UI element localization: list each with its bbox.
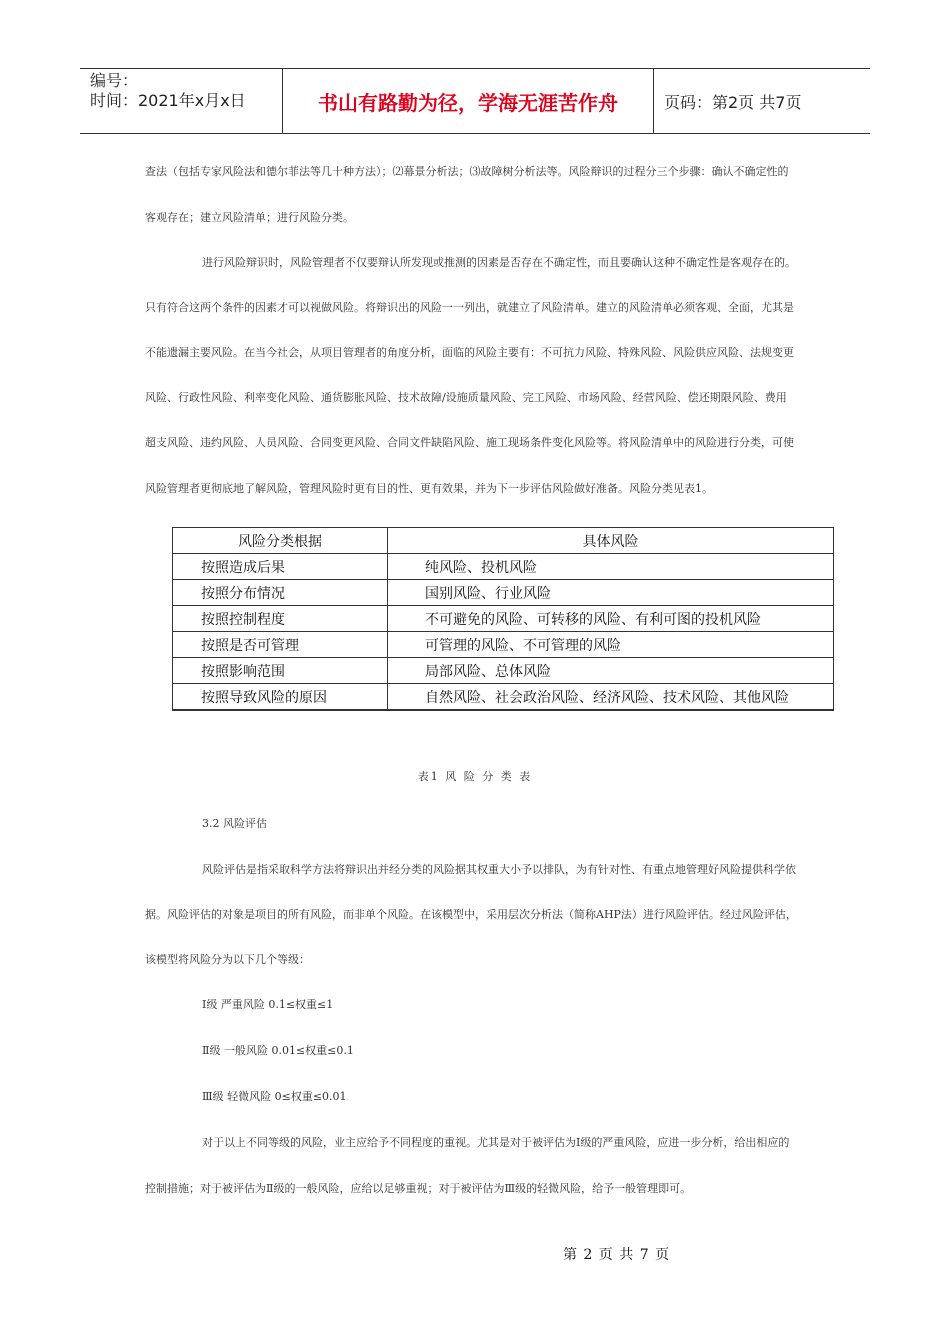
risk-classification-table	[172, 527, 834, 711]
table-cell-risk: 纯风险、投机风险	[388, 554, 834, 580]
table-cell-risk: 不可避免的风险、可转移的风险、有利可图的投机风险	[388, 606, 834, 632]
table-cell-basis: 按照导致风险的原因	[173, 684, 388, 711]
body-text-line: 风险评估是指采取科学方法将辩识出并经分类的风险据其权重大小予以排队，为有针对性、有重点地管理好风险提供科学依	[202, 863, 796, 876]
body-text-line: 该模型将风险分为以下几个等级：	[145, 953, 310, 966]
header-meta	[80, 69, 282, 133]
risk-level-2: Ⅱ级 一般风险 0.01≤权重≤0.1	[202, 1044, 354, 1057]
body-text-line: 对于以上不同等级的风险，业主应给予不同程度的重视。尤其是对于被评估为Ⅰ级的严重风险，应进一步分析，给出相应的	[202, 1136, 790, 1149]
table-caption: 表1 风 险 分 类 表	[417, 770, 533, 783]
body-text-line: 超支风险、违约风险、人员风险、合同变更风险、合同文件缺陷风险、施工现场条件变化风险等。将风险清单中的风险进行分类，可使	[145, 436, 794, 449]
table-row	[173, 554, 834, 580]
body-text-line: 据。风险评估的对象是项目的所有风险，而非单个风险。在该模型中，采用层次分析法（简称AHP法）进行风险评估。经过风险评估，	[145, 908, 797, 921]
section-heading: 3.2 风险评估	[202, 817, 267, 830]
body-text-line: 查法（包括专家风险法和德尔菲法等几十种方法）；⑵幕景分析法；⑶故障树分析法等。风险辩识的过程分三个步骤：确认不确定性的	[145, 165, 789, 178]
risk-level-3: Ⅲ级 轻微风险 0≤权重≤0.01	[202, 1090, 347, 1103]
table-cell-risk: 国别风险、行业风险	[388, 580, 834, 606]
footer-page-number: 第 2 页 共 7 页	[563, 1247, 671, 1263]
table-cell-basis: 按照影响范围	[173, 658, 388, 684]
table-cell-risk: 可管理的风险、不可管理的风险	[388, 632, 834, 658]
table-cell-basis: 按照分布情况	[173, 580, 388, 606]
table-cell-basis: 按照是否可管理	[173, 632, 388, 658]
table-cell-basis: 按照控制程度	[173, 606, 388, 632]
table-row	[173, 658, 834, 684]
body-text-line: 客观存在；建立风险清单；进行风险分类。	[145, 211, 354, 224]
table-cell-basis: 按照造成后果	[173, 554, 388, 580]
body-text-line: 风险、行政性风险、利率变化风险、通货膨胀风险、技术故障/设施质量风险、完工风险、市场风险、经营风险、偿还期限风险、费用	[145, 391, 787, 404]
doc-number-label: 编号：	[90, 71, 139, 90]
body-text-line: 控制措施；对于被评估为Ⅱ级的一般风险，应给以足够重视；对于被评估为Ⅲ级的轻微风险，给予一般管理即可。	[145, 1182, 692, 1195]
table-header-cell: 风险分类根据	[173, 528, 388, 554]
table-cell-risk: 局部风险、总体风险	[388, 658, 834, 684]
table-header-row	[173, 528, 834, 554]
table-cell-risk: 自然风险、社会政治风险、经济风险、技术风险、其他风险	[388, 684, 834, 711]
table-row	[173, 684, 834, 711]
header-motto: 书山有路勤为径，学海无涯苦作舟	[282, 69, 654, 133]
body-text-line: 不能遗漏主要风险。在当今社会，从项目管理者的角度分析，面临的风险主要有：不可抗力风险、特殊风险、风险供应风险、法规变更	[145, 346, 794, 359]
doc-time-label: 时间：2021年x月x日	[90, 91, 246, 110]
page-header	[80, 68, 870, 134]
table-row	[173, 632, 834, 658]
header-page-label: 页码：第2页 共7页	[664, 92, 802, 112]
risk-level-1: Ⅰ级 严重风险 0.1≤权重≤1	[202, 998, 334, 1011]
body-text-line: 只有符合这两个条件的因素才可以视做风险。将辩识出的风险一一列出，就建立了风险清单。建立的风险清单必须客观、全面，尤其是	[145, 301, 794, 314]
table-header-cell: 具体风险	[388, 528, 834, 554]
table-row	[173, 606, 834, 632]
body-text-line: 风险管理者更彻底地了解风险，管理风险时更有目的性、更有效果，并为下一步评估风险做好准备。风险分类见表1。	[145, 482, 713, 495]
body-text-line: 进行风险辩识时，风险管理者不仅要辩认所发现或推测的因素是否存在不确定性，而且要确认这种不确定性是客观存在的。	[202, 256, 796, 269]
table-row	[173, 580, 834, 606]
